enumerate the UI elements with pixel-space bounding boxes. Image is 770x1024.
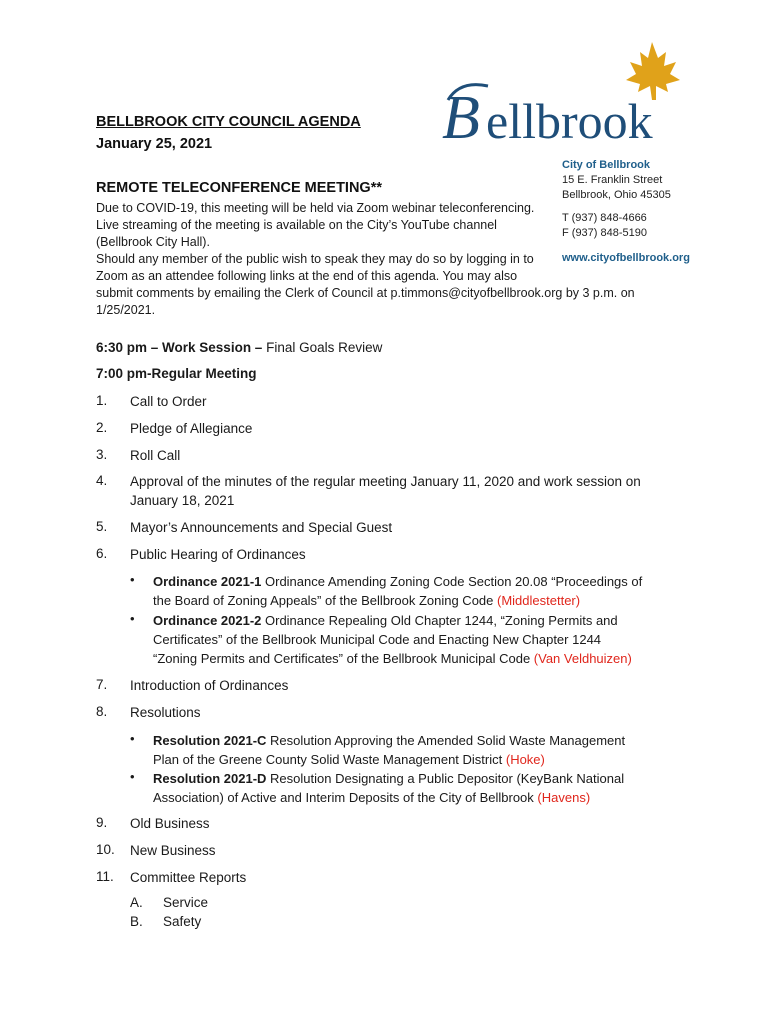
bullet-icon: • — [130, 731, 135, 746]
resolution-id: Resolution 2021-C — [153, 733, 267, 748]
agenda-item: Call to Order — [130, 394, 207, 409]
agenda-item: Approval of the minutes of the regular meeting January 11, 2020 and work session on — [130, 474, 641, 489]
agenda-item: Pledge of Allegiance — [130, 421, 253, 436]
committee-letter: A. — [130, 895, 143, 910]
contact-phone: T (937) 848-4666 — [562, 212, 647, 224]
ordinance-text: Ordinance Amending Zoning Code Section 20.08 “Proceedings of — [261, 574, 643, 589]
work-session-time: 6:30 pm – Work Session – — [96, 340, 263, 355]
agenda-num: 5. — [96, 519, 108, 534]
resolution-text: Plan of the Greene County Solid Waste Management District — [153, 752, 506, 767]
ordinance-text: “Zoning Permits and Certificates” of the Bellbrook Municipal Code — [153, 651, 534, 666]
contact-citystate: Bellbrook, Ohio 45305 — [562, 189, 671, 201]
notice-line: Should any member of the public wish to speak they may do so by logging in to — [96, 252, 534, 266]
agenda-item: Public Hearing of Ordinances — [130, 547, 306, 562]
agenda-item: Committee Reports — [130, 870, 247, 885]
ordinance-sponsor: (Middlestetter) — [497, 593, 581, 608]
bullet-icon: • — [130, 572, 135, 587]
work-session-desc: Final Goals Review — [262, 340, 383, 355]
resolution-text: Resolution Approving the Amended Solid Waste Management — [266, 733, 626, 748]
ordinance-text: Ordinance Repealing Old Chapter 1244, “Zoning Permits and — [261, 613, 618, 628]
maple-leaf-icon — [626, 42, 680, 100]
contact-street: 15 E. Franklin Street — [562, 174, 663, 186]
agenda-date: January 25, 2021 — [96, 136, 213, 152]
contact-fax: F (937) 848-5190 — [562, 227, 647, 239]
agenda-num: 7. — [96, 677, 108, 692]
regular-meeting: 7:00 pm-Regular Meeting — [96, 366, 257, 381]
agenda-title: BELLBROOK CITY COUNCIL AGENDA — [96, 114, 361, 130]
agenda-num: 8. — [96, 704, 108, 719]
resolution-sponsor: (Havens) — [537, 790, 591, 805]
committee-name: Service — [163, 895, 209, 910]
ordinance-sponsor: (Van Veldhuizen) — [533, 651, 632, 666]
bullet-icon: • — [130, 611, 135, 626]
agenda-item: Old Business — [130, 816, 210, 831]
committee-letter: B. — [130, 914, 143, 929]
agenda-num: 3. — [96, 447, 108, 462]
resolution-text: Resolution Designating a Public Depositor (KeyBank National — [266, 771, 625, 786]
ordinance-item — [153, 611, 673, 668]
agenda-item: New Business — [130, 843, 216, 858]
resolution-id: Resolution 2021-D — [153, 771, 267, 786]
resolution-text: Association) of Active and Interim Deposits of the City of Bellbrook — [153, 790, 538, 805]
ordinance-id: Ordinance 2021-1 — [153, 574, 262, 589]
meeting-type: REMOTE TELECONFERENCE MEETING** — [96, 180, 382, 196]
notice-line: Live streaming of the meeting is available on the City’s YouTube channel — [96, 218, 497, 232]
ordinance-text: Certificates” of the Bellbrook Municipal Code and Enacting New Chapter 1244 — [153, 632, 602, 647]
notice-line: Zoom as an attendee following links at the end of this agenda. You may also — [96, 269, 518, 283]
agenda-item: Roll Call — [130, 448, 181, 463]
ordinance-id: Ordinance 2021-2 — [153, 613, 262, 628]
ordinance-item — [153, 572, 673, 610]
resolution-sponsor: (Hoke) — [505, 752, 545, 767]
work-session — [96, 340, 382, 355]
agenda-num: 9. — [96, 815, 108, 830]
svg-text:ellbrook: ellbrook — [486, 93, 653, 145]
agenda-num: 10. — [96, 842, 115, 857]
agenda-num: 4. — [96, 473, 108, 488]
contact-city: City of Bellbrook — [562, 159, 651, 171]
bullet-icon: • — [130, 769, 135, 784]
ordinance-text: the Board of Zoning Appeals” of the Bellbrook Zoning Code — [153, 593, 497, 608]
notice-line: 1/25/2021. — [96, 303, 156, 317]
notice-line: (Bellbrook City Hall). — [96, 235, 210, 249]
notice-paragraph — [96, 200, 635, 319]
agenda-item: Introduction of Ordinances — [130, 678, 289, 693]
committee-name: Safety — [163, 914, 202, 929]
resolution-item — [153, 769, 673, 807]
notice-line: Due to COVID-19, this meeting will be held via Zoom webinar teleconferencing. — [96, 201, 535, 215]
notice-line: submit comments by emailing the Clerk of Council at p.timmons@cityofbellbrook.org by 3 p.m. on — [96, 286, 635, 300]
agenda-item: Resolutions — [130, 705, 201, 720]
agenda-item-cont: January 18, 2021 — [130, 493, 235, 508]
bellbrook-logo — [440, 40, 730, 145]
resolution-item — [153, 731, 673, 769]
agenda-num: 2. — [96, 420, 108, 435]
logo-wordmark: B — [442, 84, 480, 145]
agenda-item: Mayor’s Announcements and Special Guest — [130, 520, 393, 535]
agenda-num: 6. — [96, 546, 108, 561]
agenda-num: 11. — [96, 869, 114, 884]
contact-website[interactable]: www.cityofbellbrook.org — [562, 252, 690, 264]
agenda-num: 1. — [96, 393, 108, 408]
